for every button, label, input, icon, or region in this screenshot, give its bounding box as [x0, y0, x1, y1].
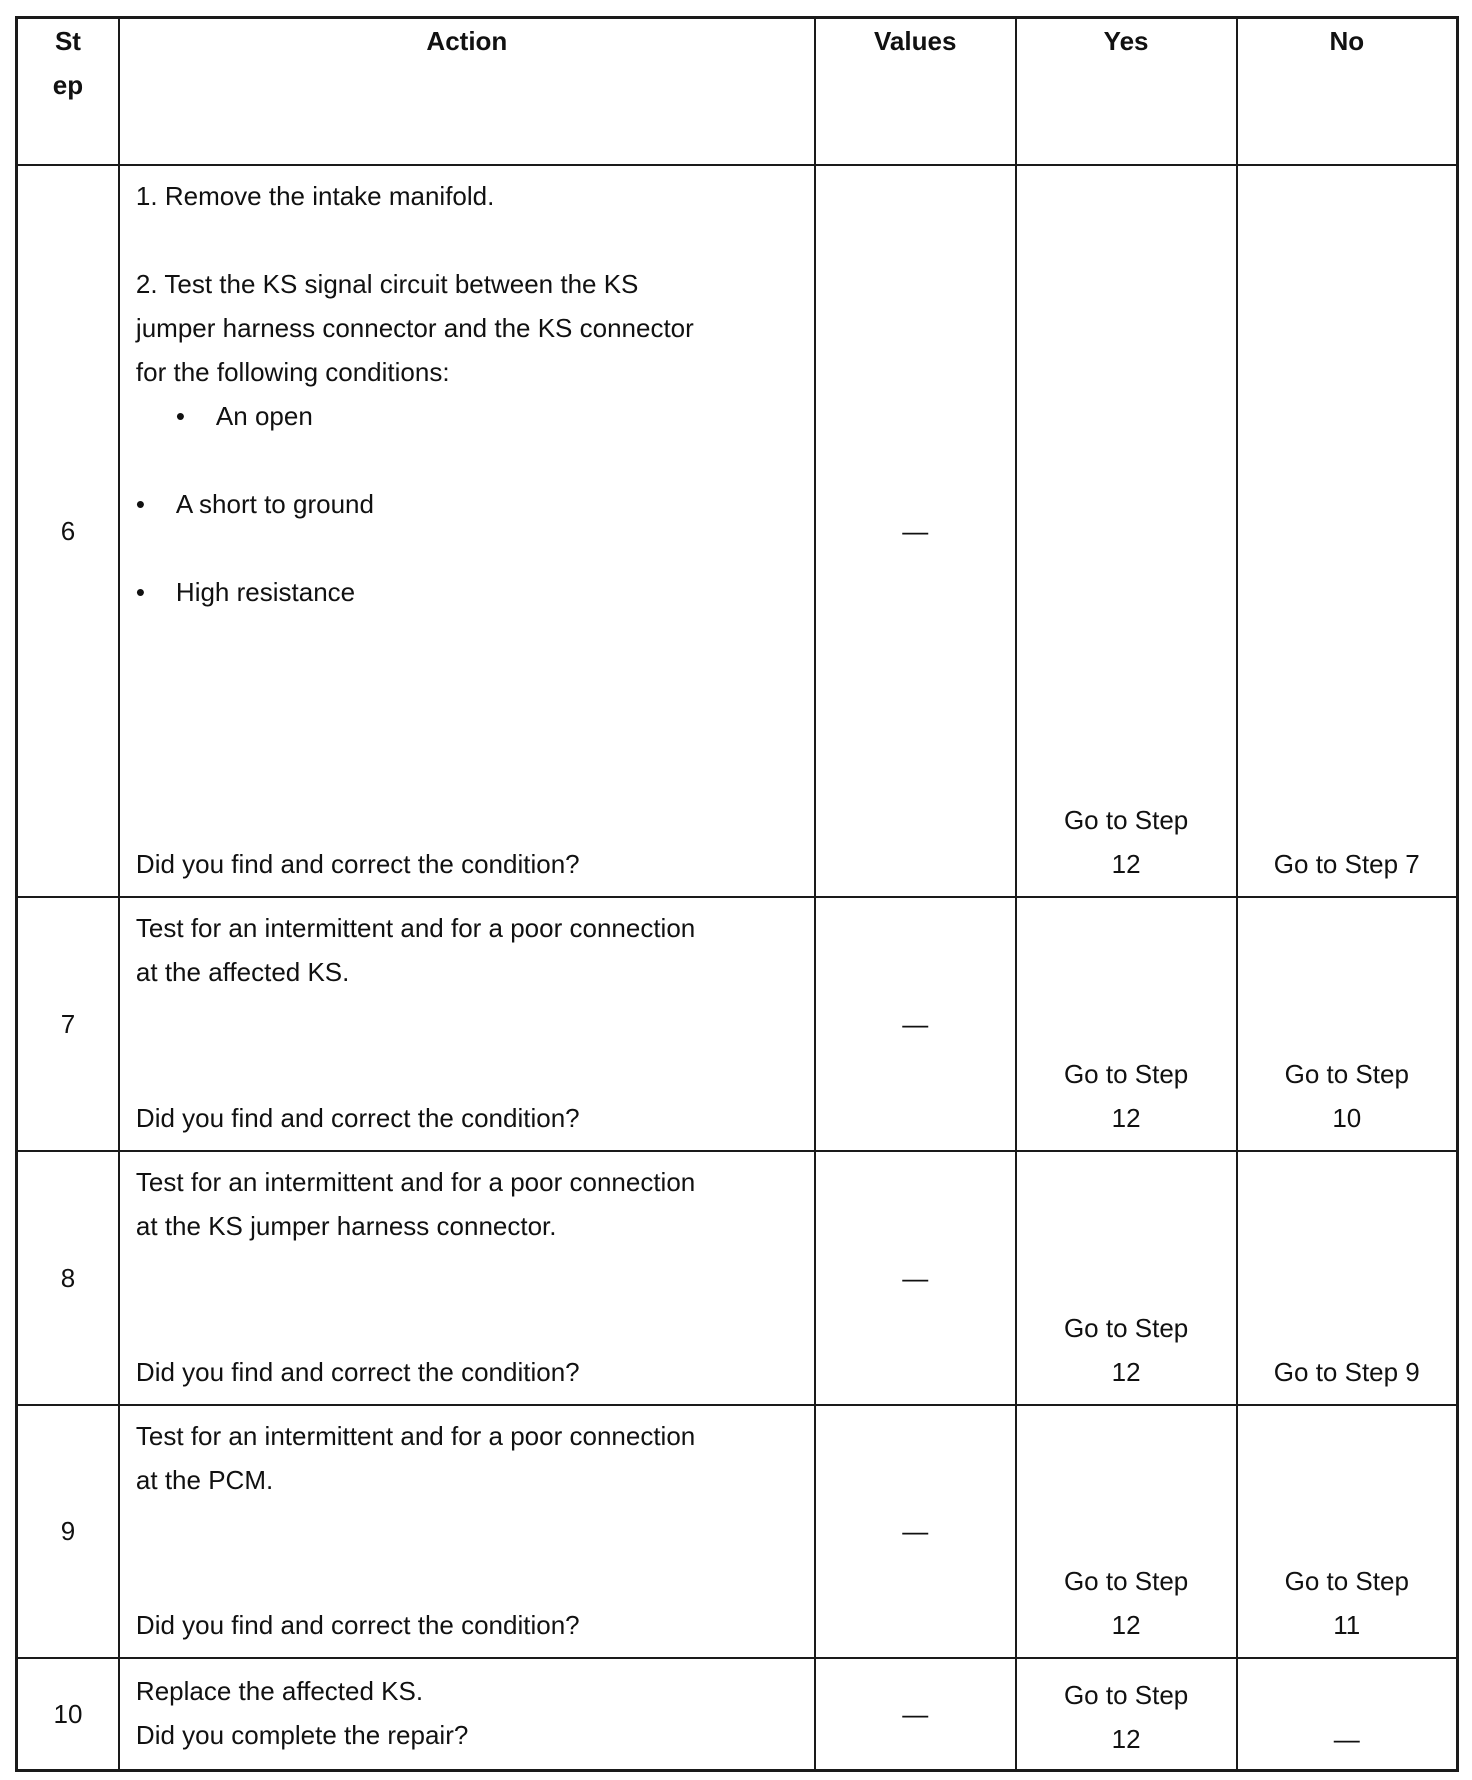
no-goto-line-1: Go to Step — [1284, 1058, 1409, 1089]
action-question: Did you find and correct the condition? — [135, 1610, 580, 1641]
action-line-1: Test for an intermittent and for a poor connection — [135, 1166, 696, 1197]
no-cell — [1237, 897, 1458, 1151]
table-row — [17, 1405, 1458, 1659]
table-row — [17, 1151, 1458, 1405]
step-number: 10 — [53, 1699, 83, 1730]
yes-goto-line-1: Go to Step — [1063, 1680, 1189, 1710]
yes-goto — [1017, 1306, 1236, 1394]
header-row — [17, 18, 1458, 166]
no-dash: — — [1333, 1724, 1360, 1754]
action-cell — [119, 897, 815, 1151]
no-cell — [1237, 1658, 1458, 1770]
action-line-2: at the PCM. — [135, 1464, 274, 1495]
table-row — [17, 165, 1458, 897]
action-cell — [119, 1151, 815, 1405]
action-cell — [119, 1405, 815, 1659]
values-dash: — — [902, 1009, 929, 1040]
no-goto: Go to Step 9 — [1273, 1356, 1420, 1387]
yes-goto-line-2: 12 — [1111, 849, 1141, 880]
bullet-item — [136, 394, 800, 438]
action-line-1: Replace the affected KS. — [135, 1676, 424, 1707]
yes-goto-line-2: 12 — [1111, 1356, 1141, 1387]
yes-goto-line-2: 12 — [1111, 1724, 1141, 1754]
yes-cell — [1016, 897, 1237, 1151]
yes-cell — [1016, 1658, 1237, 1770]
values-cell — [815, 1151, 1016, 1405]
action-line-2: at the KS jumper harness connector. — [135, 1210, 557, 1241]
no-goto — [1238, 1559, 1456, 1647]
action-item-1: 1. Remove the intake manifold. — [135, 181, 495, 212]
action-item-2-line-3: for the following conditions: — [135, 357, 450, 388]
values-cell — [815, 897, 1016, 1151]
values-dash: — — [902, 516, 929, 547]
no-cell — [1237, 165, 1458, 897]
header-step-text: St ep — [52, 26, 84, 100]
values-cell — [815, 165, 1016, 897]
bullet-item — [136, 570, 800, 614]
step-cell — [17, 165, 119, 897]
action-line-1: Test for an intermittent and for a poor connection — [135, 1420, 696, 1451]
step-cell — [17, 1405, 119, 1659]
action-question: Did you find and correct the condition? — [135, 1102, 580, 1133]
action-line-2: at the affected KS. — [135, 957, 350, 988]
action-cell — [119, 165, 815, 897]
step-cell — [17, 897, 119, 1151]
bullet-text: An open — [215, 401, 313, 432]
yes-goto-line-1: Go to Step — [1063, 1058, 1189, 1089]
bullet-icon: • — [135, 489, 146, 520]
yes-goto-line-2: 12 — [1111, 1102, 1141, 1133]
no-goto — [1238, 1052, 1456, 1140]
no-goto-line-1: Go to Step — [1284, 1566, 1409, 1597]
header-no: No — [1237, 18, 1458, 166]
yes-cell — [1016, 1151, 1237, 1405]
no-goto-line-2: 10 — [1332, 1102, 1362, 1133]
no-goto-line-2: 11 — [1333, 1610, 1361, 1641]
step-cell — [17, 1658, 119, 1770]
bullet-item — [136, 482, 800, 526]
step-number: 8 — [60, 1262, 76, 1293]
yes-cell — [1016, 165, 1237, 897]
table-row — [17, 897, 1458, 1151]
action-line-1: Test for an intermittent and for a poor connection — [135, 913, 696, 944]
step-number: 9 — [60, 1516, 76, 1547]
action-item-2-line-2: jumper harness connector and the KS connector — [135, 313, 694, 344]
no-cell — [1237, 1151, 1458, 1405]
values-cell — [815, 1405, 1016, 1659]
values-cell — [815, 1658, 1016, 1770]
action-question: Did you complete the repair? — [135, 1720, 469, 1751]
header-values: Values — [815, 18, 1016, 166]
yes-cell — [1016, 1405, 1237, 1659]
action-question: Did you find and correct the condition? — [135, 849, 580, 880]
step-cell — [17, 1151, 119, 1405]
yes-goto-line-1: Go to Step — [1063, 805, 1189, 836]
values-dash: — — [902, 1262, 929, 1293]
yes-goto — [1017, 1559, 1236, 1647]
header-step — [17, 18, 119, 166]
yes-goto-line-1: Go to Step — [1063, 1566, 1189, 1597]
bullet-text: High resistance — [175, 577, 356, 608]
table-row — [17, 1658, 1458, 1770]
action-cell — [119, 1658, 815, 1770]
no-goto: Go to Step 7 — [1273, 849, 1420, 880]
values-dash: — — [902, 1699, 929, 1730]
header-yes: Yes — [1016, 18, 1237, 166]
action-question: Did you find and correct the condition? — [135, 1356, 580, 1387]
header-action: Action — [119, 18, 815, 166]
yes-goto-line-1: Go to Step — [1063, 1312, 1189, 1343]
yes-goto — [1017, 1673, 1236, 1761]
values-dash: — — [902, 1516, 929, 1547]
step-number: 6 — [60, 516, 76, 547]
yes-goto-line-2: 12 — [1111, 1610, 1141, 1641]
step-number: 7 — [60, 1009, 76, 1040]
bullet-icon: • — [135, 577, 146, 608]
yes-goto — [1017, 1052, 1236, 1140]
diagnostic-table — [15, 16, 1459, 1772]
no-cell — [1237, 1405, 1458, 1659]
bullet-text: A short to ground — [175, 489, 374, 520]
action-item-2-line-1: 2. Test the KS signal circuit between the KS — [135, 269, 639, 300]
yes-goto — [1017, 798, 1236, 886]
bullet-icon: • — [175, 401, 186, 432]
